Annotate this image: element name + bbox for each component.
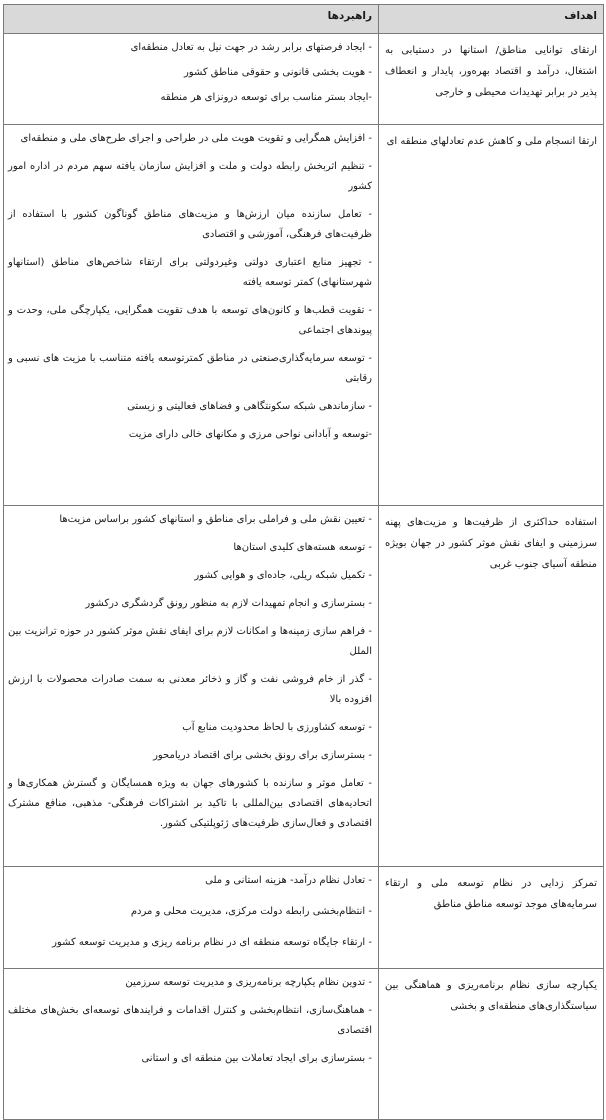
strategy-item: - تدوین نظام یکپارچه برنامه‌ریزی و مدیریت توسعه سرزمین (125, 977, 372, 988)
goal-cell (379, 125, 604, 506)
strategy-item: - تعادل نظام درآمد- هزینه استانی و ملی (205, 875, 372, 886)
strategy-item: - گذر از خام فروشی نفت و گاز و ذخائر معدنی به سمت صادرات محصولات با ارزش افزوده بالا (8, 674, 372, 705)
strategy-item: - سازماندهی شبکه سکونتگاهی و فضاهای فعالیتی و زیستی (127, 401, 372, 412)
strategy-item: - تعامل موثر و سازنده با کشورهای جهان به ویژه همسایگان و گسترش همکاری‌ها و اتحادیه‌های اقتصادی بین‌المللی با تاکید بر اشتراکات فرهنگی- مذهبی، منافع مشترک اقتصادی و فعال‌سازی ظرفیت‌های ژئوپلتیکی کشور. (8, 778, 372, 829)
strategy-item: -توسعه و آبادانی نواحی مرزی و مکانهای خالی دارای مزیت (128, 429, 372, 440)
strategy-item: - هویت بخشی قانونی و حقوقی مناطق کشور (183, 67, 372, 78)
goal-text: تمرکز زدایی در نظام توسعه ملی و ارتقاء سرمایه‌های موجد توسعه مناطق مناطق (385, 878, 597, 910)
goal-cell (379, 34, 604, 125)
table-row (4, 506, 604, 867)
strategy-item: - توسعه هسته‌های کلیدی استان‌ها (233, 542, 372, 553)
table-row (4, 867, 604, 969)
goal-cell (379, 867, 604, 969)
table-row (4, 125, 604, 506)
strategy-item: - افزایش همگرایی و تقویت هویت ملی در طراحی و اجرای طرح‌های ملی و منطقه‌ای (20, 133, 372, 144)
strategy-item: - تنظیم اثربخش رابطه دولت و ملت و افزایش سازمان یافته سهم مردم در اداره امور کشور (8, 161, 372, 192)
strategy-item: - انتظام‌بخشی رابطه دولت مرکزی، مدیریت محلی و مردم (130, 906, 372, 917)
goal-text: ارتقای توانایی مناطق/ استانها در دستیابی به اشتغال، درآمد و اقتصاد بهره‌ور، پایدار و انعطاف پذیر در برابر تهدیدات محیطی و خارجی (385, 45, 597, 98)
strategies-cell (4, 506, 379, 867)
strategies-cell (4, 867, 379, 969)
strategy-item: - تعیین نقش ملی و فراملی برای مناطق و استانهای کشور براساس مزیت‌ها (59, 514, 372, 525)
strategy-item: - ارتقاء جایگاه توسعه منطقه ای در نظام برنامه ریزی و مدیریت توسعه کشور (52, 937, 372, 948)
goals-strategies-table (3, 4, 604, 1120)
header-strategies: راهبردها (4, 5, 379, 34)
goal-text: یکپارچه سازی نظام برنامه‌ریزی و هماهنگی بین سیاستگذاری‌های منطقه‌ای و بخشی (385, 980, 597, 1012)
strategy-item: - تجهیز منابع اعتباری دولتی وغیردولتی برای ارتقاء شاخص‌های مناطق (استانهاو شهرستانهای) کمتر توسعه یافته (8, 257, 372, 288)
strategy-item: - تکمیل شبکه ریلی، جاده‌ای و هوایی کشور (194, 570, 372, 581)
goal-cell (379, 969, 604, 1120)
strategies-cell (4, 969, 379, 1120)
strategy-item: -ایجاد بستر مناسب برای توسعه درونزای هر منطقه (160, 92, 372, 103)
strategy-item: - هماهنگ‌سازی، انتظام‌بخشی و کنترل اقدامات و فرایندهای توسعه‌ای بخش‌های مختلف اقتصادی (8, 1005, 372, 1036)
strategy-item: - توسعه کشاورزی با لحاظ محدودیت منابع آب (182, 722, 372, 733)
strategy-item: - بسترسازی و انجام تمهیدات لازم به منظور رونق گردشگری درکشور (85, 598, 372, 609)
strategy-item: - ایجاد فرصتهای برابر رشد در جهت نیل به تعادل منطقه‌ای (130, 42, 372, 53)
table-header-row (4, 5, 604, 34)
goal-text: استفاده حداکثری از ظرفیت‌ها و مزیت‌های پهنه سرزمینی و ایفای نقش موثر کشور در جهان بویژه منطقه آسیای جنوب غربی (385, 517, 597, 570)
goal-text: ارتقا انسجام ملی و کاهش عدم تعادلهای منطقه ای (386, 136, 597, 147)
table-row (4, 34, 604, 125)
strategies-cell (4, 34, 379, 125)
header-goals: اهداف (379, 5, 604, 34)
strategy-item: - بسترسازی برای ایجاد تعاملات بین منطقه ای و استانی (141, 1053, 372, 1064)
table-row (4, 969, 604, 1120)
strategy-item: - بسترسازی برای رونق بخشی برای اقتصاد دریامحور (153, 750, 372, 761)
strategy-item: - تعامل سازنده میان ارزش‌ها و مزیت‌های مناطق گوناگون کشور با استفاده از ظرفیت‌های فرهنگی، آموزشی و اقتصادی (8, 209, 372, 240)
goal-cell (379, 506, 604, 867)
strategies-cell (4, 125, 379, 506)
strategy-item: - فراهم سازی زمینه‌ها و امکانات لازم برای ایفای نقش موثر کشور در حوزه ترانزیت بین الملل (8, 626, 372, 657)
strategy-item: - توسعه سرمایه‌گذاری‌صنعتی در مناطق کمترتوسعه یافته متناسب با مزیت های نسبی و رقابتی (8, 353, 372, 384)
strategy-item: - تقویت قطب‌ها و کانون‌های توسعه با هدف تقویت همگرایی، یکپارچگی ملی، وحدت و پیوندهای اجتماعی (8, 305, 372, 336)
